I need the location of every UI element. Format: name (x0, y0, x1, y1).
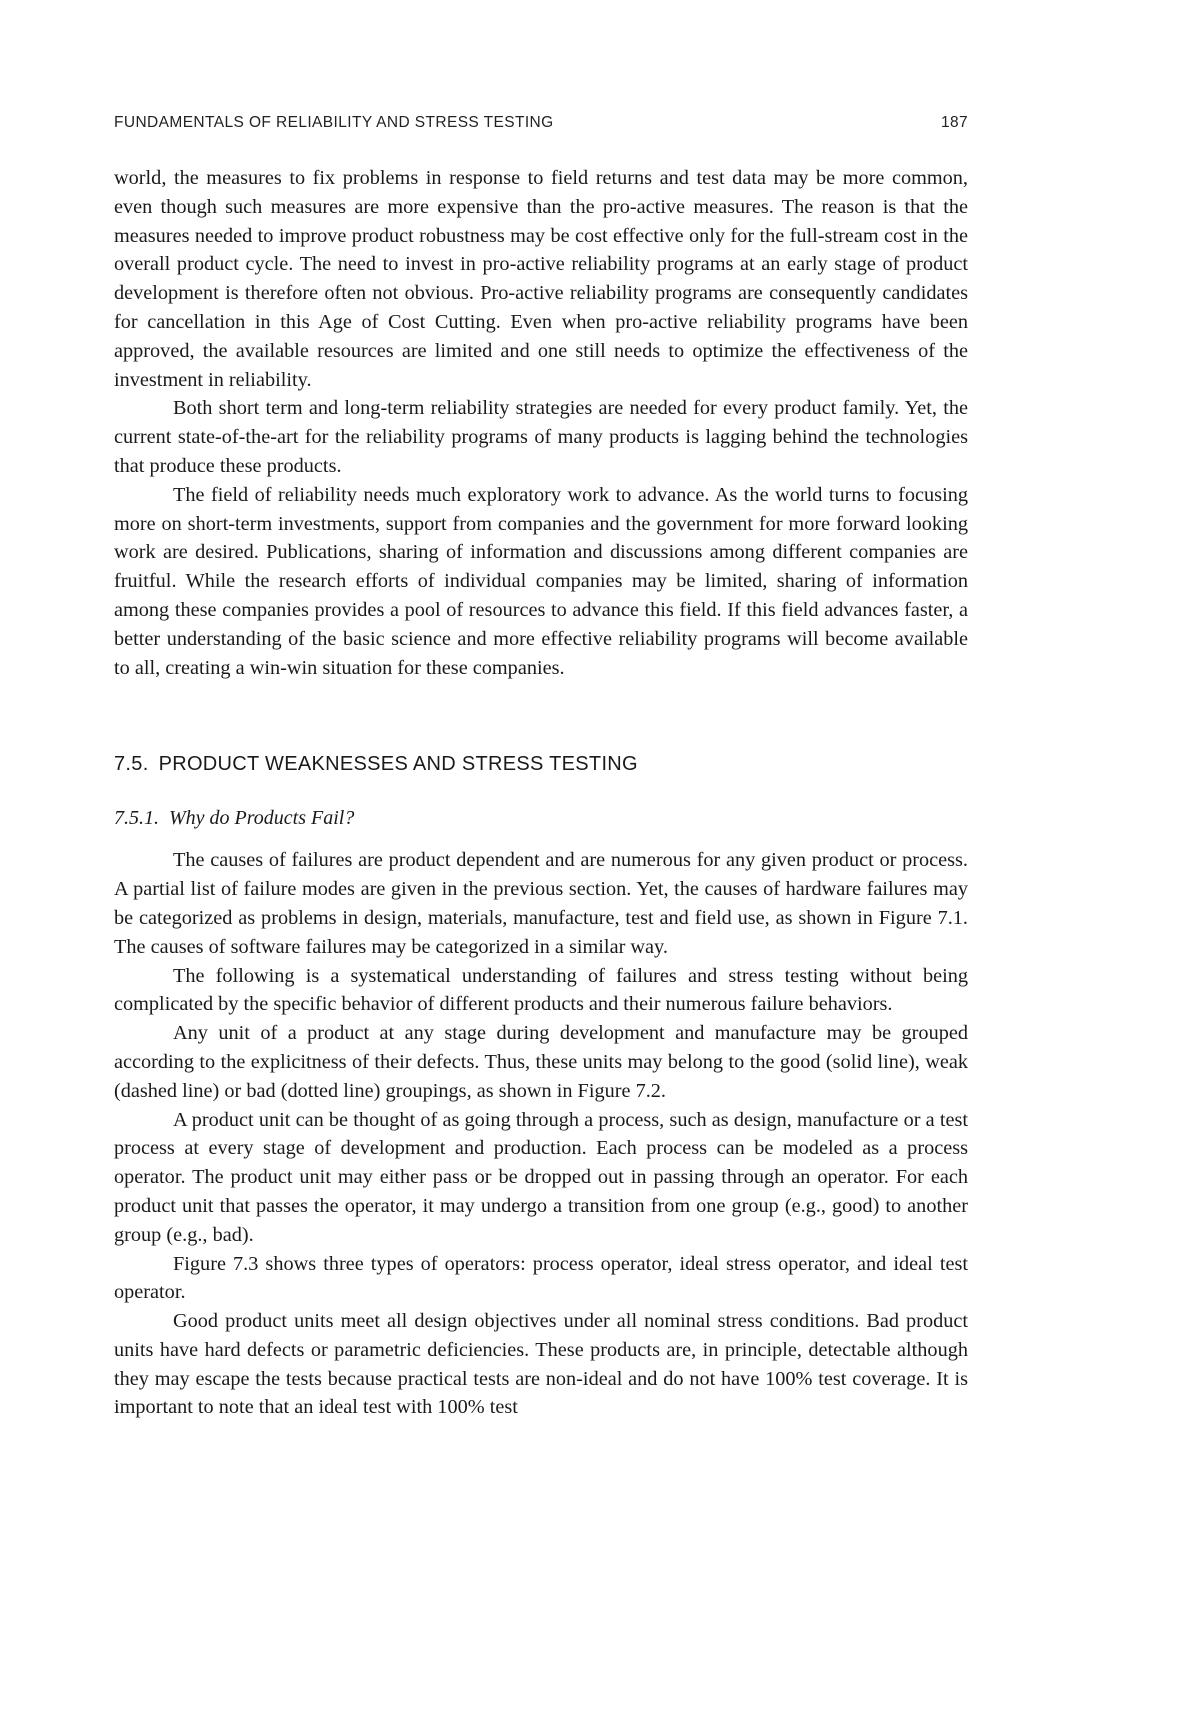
paragraph-continued: world, the measures to fix problems in response to field returns and test data may be more common, even though such measures are more expensive than the pro-active measures. The reason is that the measures needed to improve product robustness may be cost effective only for the full-stream cost in the overall product cycle. The need to invest in pro-active reliability programs at an early stage of product development is therefore often not obvious. Pro-active reliability programs are consequently candidates for cancellation in this Age of Cost Cutting. Even when pro-active reliability programs have been approved, the available resources are limited and one still needs to optimize the effectiveness of the investment in reliability. (114, 167, 968, 391)
paragraph-strategies: Both short term and long-term reliability strategies are needed for every product family. Yet, the current state-of-the-art for the reliability programs of many products is lagging behind the technologies that produce these products. (114, 397, 968, 477)
paragraph-systematic-understanding: The following is a systematical understanding of failures and stress testing without being complicated by the specific behavior of different products and their numerous failure behaviors. (114, 964, 968, 1016)
page-number: 187 (940, 114, 968, 131)
paragraph-unit-groupings: Any unit of a product at any stage during development and manufacture may be grouped according to the explicitness of their defects. Thus, these units may belong to the good (solid line), weak (dashed line) or bad (dotted line) groupings, as shown in Figure 7.2. (114, 1022, 968, 1102)
running-head (114, 114, 968, 132)
subsection-number: 7.5.1. (114, 807, 159, 830)
paragraph-exploratory-work: The field of reliability needs much exploratory work to advance. As the world turns to focusing more on short-term investments, support from companies and the government for more forward looking work are desired. Publications, sharing of information and discussions among different companies are fruitful. While the research efforts of individual companies may be limited, sharing of information among these companies provides a pool of resources to advance this field. If this field advances faster, a better understanding of the basic science and more effective reliability programs will become available to all, creating a win-win situation for these companies. (114, 483, 968, 679)
paragraph-operator-types: Figure 7.3 shows three types of operators: process operator, ideal stress operator, and ideal test operator. (114, 1252, 968, 1304)
section-number: 7.5. (114, 753, 149, 776)
section-heading (114, 750, 968, 778)
subsection-title: Why do Products Fail? (169, 807, 355, 830)
running-title: FUNDAMENTALS OF RELIABILITY AND STRESS TESTING (114, 114, 554, 131)
paragraph-process-operator: A product unit can be thought of as going through a process, such as design, manufacture or a test process at every stage of development and production. Each process can be modeled as a process operator. The product unit may either pass or be dropped out in passing through an operator. For each product unit that passes the operator, it may undergo a transition from one group (e.g., good) to another group (e.g., bad). (114, 1108, 968, 1246)
paragraph-good-bad-units: Good product units meet all design objectives under all nominal stress conditions. Bad product units have hard defects or parametric deficiencies. These products are, in principle, detectable although they may escape the tests because practical tests are non-ideal and do not have 100% test coverage. It is important to note that an ideal test with 100% test (114, 1310, 968, 1419)
subsection-heading (114, 804, 968, 832)
section-title: PRODUCT WEAKNESSES AND STRESS TESTING (158, 753, 638, 776)
page-body (114, 164, 968, 1422)
paragraph-failure-causes: The causes of failures are product dependent and are numerous for any given product or process. A partial list of failure modes are given in the previous section. Yet, the causes of hardware failures may be categorized as problems in design, materials, manufacture, test and field use, as shown in Figure 7.1. The causes of software failures may be categorized in a similar way. (114, 849, 968, 958)
